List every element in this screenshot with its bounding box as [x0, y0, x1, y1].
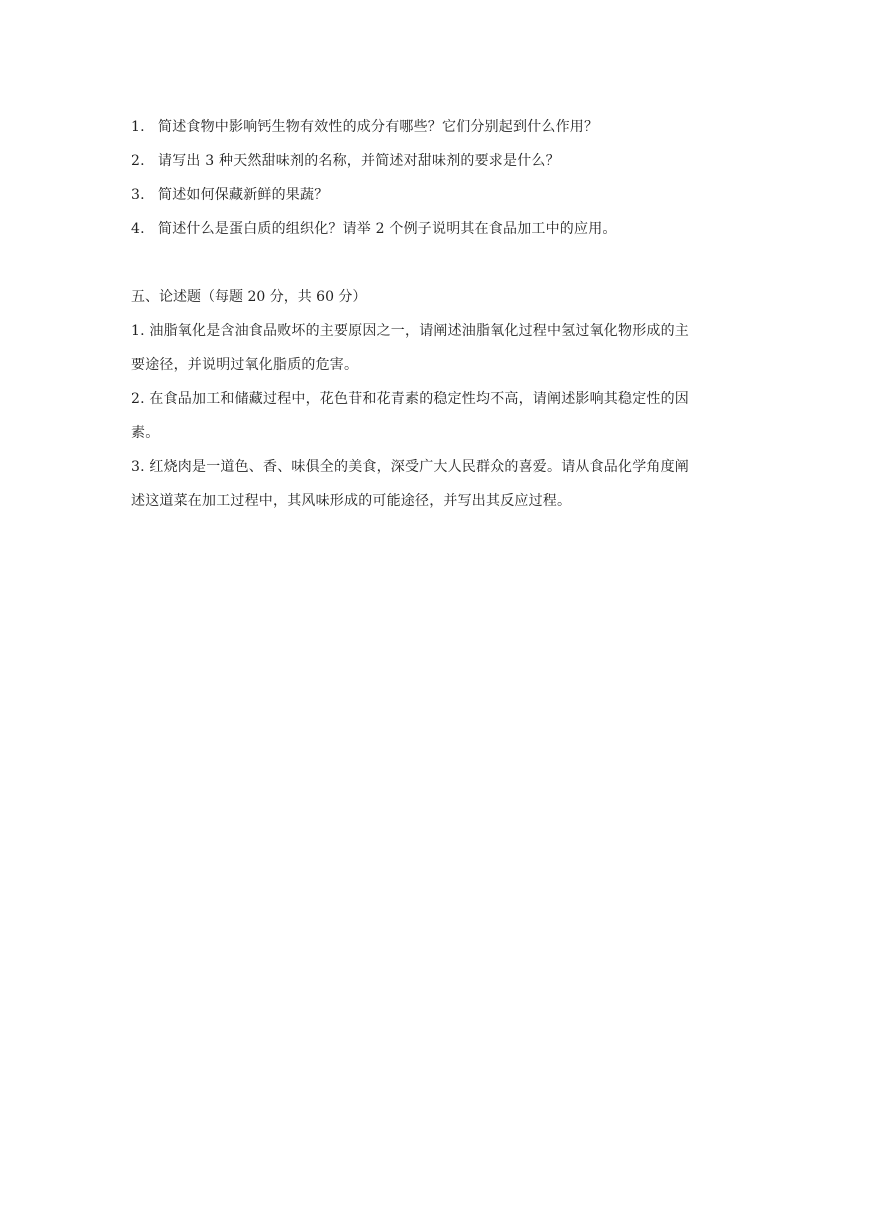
question-text: 简述如何保藏新鲜的果蔬？	[158, 187, 329, 203]
question-number: 2.	[131, 153, 145, 169]
question-text: 请写出 3 种天然甜味剂的名称，并简述对甜味剂的要求是什么？	[158, 153, 560, 169]
question-number: 1.	[131, 119, 145, 135]
essay-question-line: 素。	[131, 425, 160, 441]
essay-questions-section	[131, 280, 741, 518]
essay-question-line: 2. 在食品加工和储藏过程中，花色苷和花青素的稳定性均不高，请阐述影响其稳定性的因	[131, 391, 690, 407]
question-item	[131, 178, 741, 212]
question-item	[131, 212, 741, 246]
short-answer-questions	[131, 110, 741, 246]
essay-question-item	[131, 450, 741, 518]
essay-question-line: 述这道菜在加工过程中，其风味形成的可能途径，并写出其反应过程。	[131, 493, 572, 509]
question-number: 4.	[131, 221, 145, 237]
question-item	[131, 144, 741, 178]
question-item	[131, 110, 741, 144]
essay-question-item	[131, 382, 741, 450]
question-text: 简述食物中影响钙生物有效性的成分有哪些？它们分别起到什么作用？	[158, 119, 599, 135]
essay-question-item	[131, 314, 741, 382]
essay-question-line: 3. 红烧肉是一道色、香、味俱全的美食，深受广大人民群众的喜爱。请从食品化学角度阐	[131, 459, 690, 475]
question-text: 简述什么是蛋白质的组织化？请举 2 个例子说明其在食品加工中的应用。	[158, 221, 617, 237]
question-number: 3.	[131, 187, 145, 203]
section-title: 五、论述题（每题 20 分，共 60 分）	[131, 289, 367, 305]
essay-question-line: 1. 油脂氧化是含油食品败坏的主要原因之一，请阐述油脂氧化过程中氢过氧化物形成的主	[131, 323, 690, 339]
essay-question-line: 要途径，并说明过氧化脂质的危害。	[131, 357, 359, 373]
